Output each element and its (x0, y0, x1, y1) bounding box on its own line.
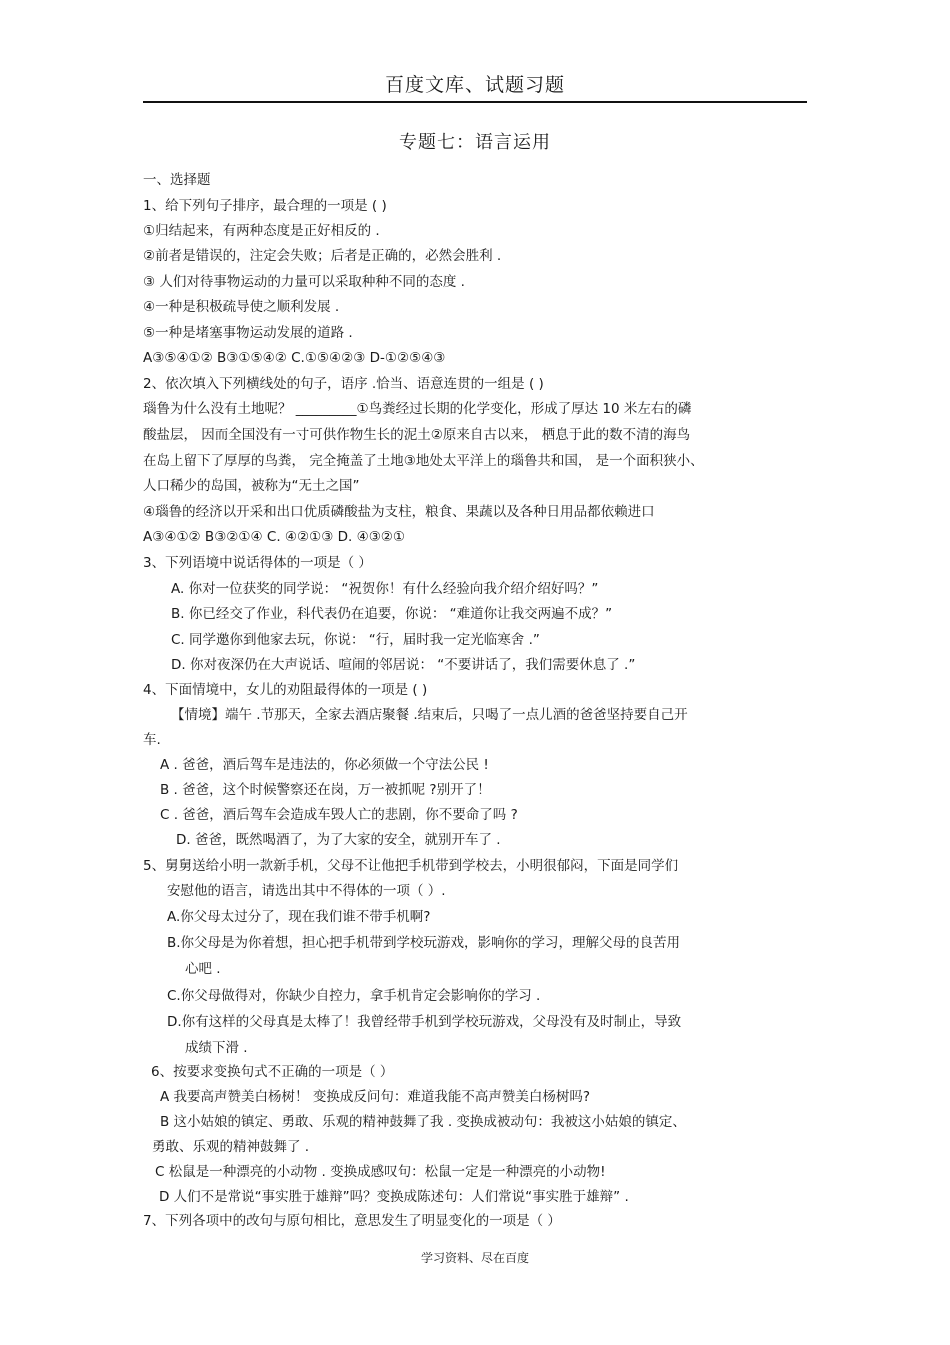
q5-option-d-line-2: 成绩下滑 . (185, 1040, 248, 1056)
q4-option-a: A . 爸爸，酒后驾车是违法的，你必须做一个守法公民 ! (160, 757, 489, 773)
page-title: 专题七：语言运用 (399, 132, 551, 153)
question-7-stem: 7、下列各项中的改句与原句相比，意思发生了明显变化的一项是（ ） (143, 1213, 561, 1229)
header-rule (143, 101, 807, 103)
question-2-stem: 2、依次填入下列横线处的句子，语序 .恰当、语意连贯的一组是 ( ) (143, 376, 544, 392)
q2-passage-line-1: 瑙鲁为什么没有土地呢？ _________①鸟粪经过长期的化学变化，形成了厚达 10 米左右的磷 (143, 401, 692, 417)
q2-passage-line-3: 在岛上留下了厚厚的鸟粪， 完全掩盖了土地③地处太平洋上的瑙鲁共和国， 是一个面积狭小、 (143, 453, 704, 469)
q3-option-a: A. 你对一位获奖的同学说： “祝贺你！有什么经验向我介绍介绍好吗？” (171, 581, 599, 597)
q4-option-d: D. 爸爸，既然喝酒了，为了大家的安全，就别开车了 . (176, 832, 501, 848)
q2-passage-line-4: 人口稀少的岛国，被称为“无土之国” (143, 478, 360, 494)
question-3-stem: 3、下列语境中说话得体的一项是（ ） (143, 555, 372, 571)
q2-options: A③④①② B③②①④ C. ④②①③ D. ④③②① (143, 529, 405, 545)
q6-option-c: C 松鼠是一种漂亮的小动物 . 变换成感叹句：松鼠一定是一种漂亮的小动物! (155, 1164, 606, 1180)
q1-options: A③⑤④①② B③①⑤④② C.①⑤④②③ D-①②⑤④③ (143, 350, 446, 366)
page-footer: 学习资料、尽在百度 (420, 1251, 529, 1265)
question-4-stem: 4、下面情境中，女儿的劝阻最得体的一项是 ( ) (143, 682, 428, 698)
q5-option-a: A.你父母太过分了，现在我们谁不带手机啊? (167, 909, 431, 925)
q4-context-line-1: 【情境】端午 .节那天，全家去酒店聚餐 .结束后，只喝了一点儿酒的爸爸坚持要自己开 (171, 707, 688, 723)
q6-option-a: A 我要高声赞美白杨树！ 变换成反问句：难道我能不高声赞美白杨树吗? (160, 1089, 590, 1105)
q3-option-c: C. 同学邀你到他家去玩，你说： “行，届时我一定光临寒舍 .” (171, 632, 540, 648)
q4-option-c: C . 爸爸，酒后驾车会造成车毁人亡的悲剧，你不要命了吗 ? (160, 807, 518, 823)
q6-option-d: D 人们不是常说“事实胜于雄辩”吗？变换成陈述句：人们常说“事实胜于雄辩” . (159, 1189, 629, 1205)
q5-option-d-line-1: D.你有这样的父母真是太棒了！我曾经带手机到学校玩游戏，父母没有及时制止，导致 (167, 1014, 682, 1030)
q5-option-b-line-2: 心吧 . (185, 961, 221, 977)
q1-sentence-1: ①归结起来，有两种态度是正好相反的 . (143, 223, 380, 239)
question-5-stem-line-2: 安慰他的语言，请选出其中不得体的一项（ ）. (167, 883, 446, 899)
q1-sentence-2: ②前者是错误的，注定会失败；后者是正确的，必然会胜利 . (143, 248, 502, 264)
q5-option-b-line-1: B.你父母是为你着想，担心把手机带到学校玩游戏，影响你的学习，理解父母的良苦用 (167, 935, 681, 951)
question-5-stem-line-1: 5、舅舅送给小明一款新手机，父母不让他把手机带到学校去，小明很郁闷，下面是同学们 (143, 858, 679, 874)
q2-passage-line-5: ④瑙鲁的经济以开采和出口优质磷酸盐为支柱，粮食、果蔬以及各种日用品都依赖进口 (143, 504, 655, 520)
question-1-stem: 1、给下列句子排序，最合理的一项是 ( ) (143, 198, 387, 214)
q1-sentence-3: ③ 人们对待事物运动的力量可以采取种种不同的态度 . (143, 274, 465, 290)
q6-option-b-line-1: B 这小姑娘的镇定、勇敢、乐观的精神鼓舞了我 . 变换成被动句：我被这小姑娘的镇定、 (160, 1114, 686, 1130)
question-6-stem: 6、按要求变换句式不正确的一项是（ ） (151, 1064, 394, 1080)
q3-option-d: D. 你对夜深仍在大声说话、喧闹的邻居说： “不要讲话了，我们需要休息了 .” (171, 657, 636, 673)
q1-sentence-4: ④一种是积极疏导使之顺利发展 . (143, 299, 340, 315)
q4-context-line-2: 车. (143, 732, 161, 748)
page-header: 百度文库、试题习题 (384, 74, 565, 96)
section-heading: 一、选择题 (143, 172, 211, 188)
q3-option-b: B. 你已经交了作业，科代表仍在追要，你说： “难道你让我交两遍不成？” (171, 606, 613, 622)
q1-sentence-5: ⑤一种是堵塞事物运动发展的道路 . (143, 325, 353, 341)
q6-option-b-line-2: 勇敢、乐观的精神鼓舞了 . (152, 1139, 310, 1155)
q2-passage-line-2: 酸盐层， 因而全国没有一寸可供作物生长的泥土②原来自古以来， 栖息于此的数不清的海鸟 (143, 427, 691, 443)
q4-option-b: B . 爸爸，这个时候警察还在岗，万一被抓呢 ?别开了！ (160, 782, 491, 798)
q5-option-c: C.你父母做得对，你缺少自控力，拿手机肯定会影响你的学习 . (167, 988, 541, 1004)
